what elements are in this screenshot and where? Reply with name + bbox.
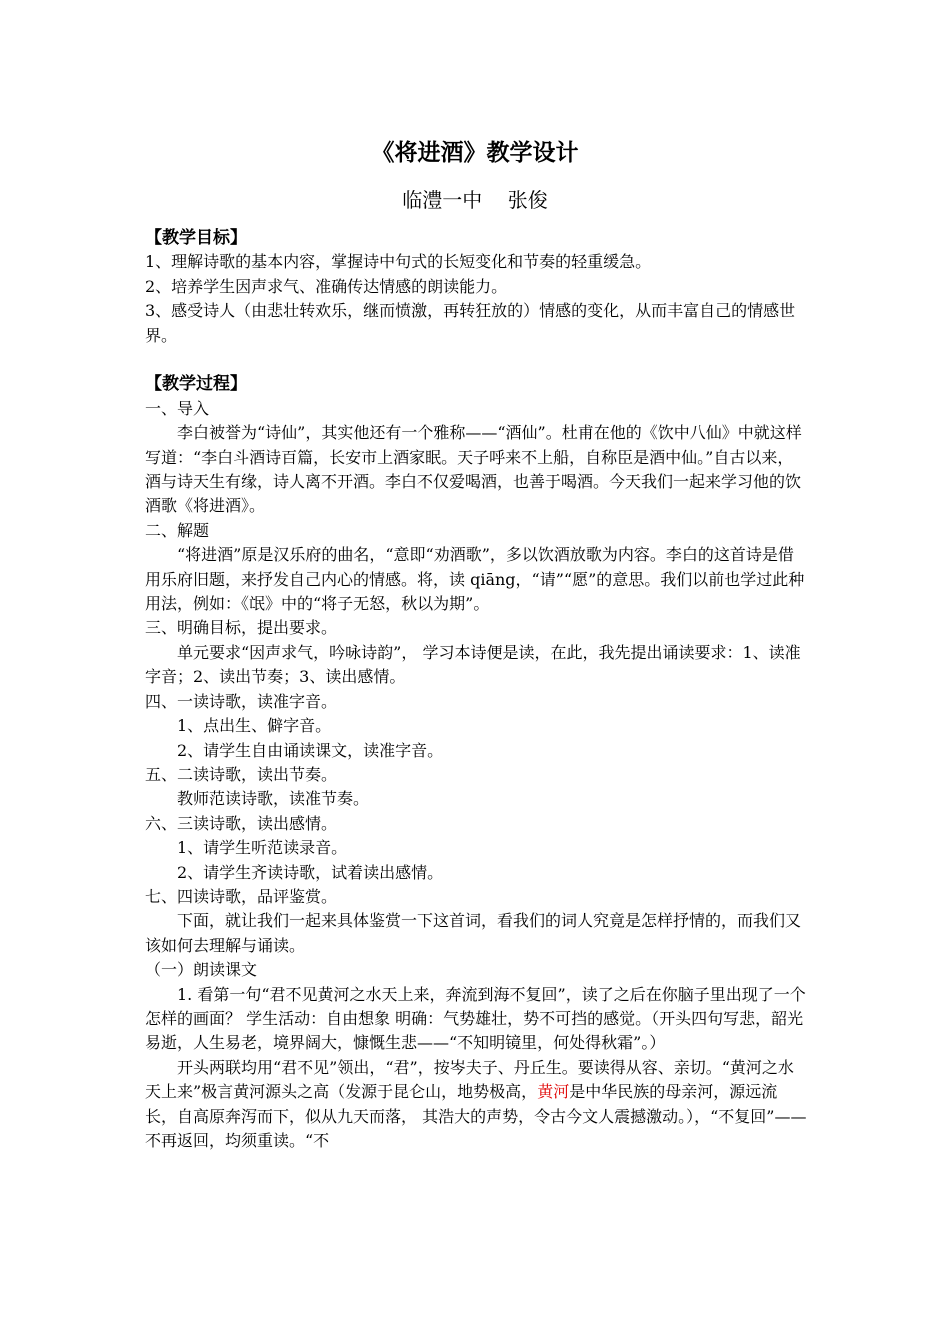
step-title-read1: 四、一读诗歌，读准字音。 <box>145 691 338 711</box>
analysis-paragraph <box>145 1056 807 1154</box>
list-item: 1、点出生、僻字音。 <box>177 716 332 736</box>
list-item: 1、请学生听范读录音。 <box>177 838 348 858</box>
highlighted-term: 黄河 <box>537 1082 570 1102</box>
step-text-read4: 下面，就让我们一起来具体鉴赏一下这首词，看我们的词人究竟是怎样抒情的，而我们又该如何去理解与诵读。 <box>145 911 802 955</box>
goal-item: 3、感受诗人（由悲壮转欢乐，继而愤激，再转狂放的）情感的变化，从而丰富自己的情感世界。 <box>145 301 796 345</box>
section-heading-goals: 【教学目标】 <box>145 228 247 248</box>
step-title-intro: 一、导入 <box>145 398 210 418</box>
analysis-text-b: 是中华民族的母亲河，源远流长，自高原奔泻而下，似从九天而落， 其浩大的声势，令古今文人震撼激动。），“不复回”——不再返回，均须重读。“不 <box>145 1082 807 1151</box>
document-body <box>145 226 807 1153</box>
subsection-text: 1. 看第一句“君不见黄河之水天上来，奔流到海不复回”，读了之后在你脑子里出现了一个怎样的画面？ 学生活动：自由想象 明确：气势雄壮，势不可挡的感觉。（开头四句写悲，韶光易逝，人生易老，境界阔大，慷慨生悲——“不知明镜里，何处得秋霜”。） <box>145 984 806 1053</box>
step-text-goals: 单元要求“因声求气，吟咏诗韵”， 学习本诗便是读，在此，我先提出诵读要求：1、读准字音；2、读出节奏；3、读出感情。 <box>145 642 801 687</box>
spacer <box>145 348 807 372</box>
step-text-read2: 教师范读诗歌，读准节奏。 <box>177 789 370 809</box>
subsection-title: （一）朗读课文 <box>145 960 258 980</box>
section-heading-process: 【教学过程】 <box>145 374 247 395</box>
author-line: 临澧一中 张俊 <box>402 188 548 212</box>
step-text-explain: “将进酒”原是汉乐府的曲名，“意即“劝酒歌”，多以饮酒放歌为内容。李白的这首诗是借用乐府旧题，来抒发自己内心的情感。将，读 qiāng，“请”“愿”的意思。我们以前也学过此种用法，例如：《氓》中的“将子无怒，秋以为期”。 <box>145 545 805 614</box>
step-title-read3: 六、三读诗歌，读出感情。 <box>145 813 338 833</box>
step-title-read2: 五、二读诗歌，读出节奏。 <box>145 764 338 784</box>
page-title: 《将进酒》教学设计 <box>371 140 579 166</box>
list-item: 2、请学生齐读诗歌，试着读出感情。 <box>177 862 444 882</box>
step-title-read4: 七、四读诗歌，品评鉴赏。 <box>145 886 338 906</box>
step-title-goals: 三、明确目标，提出要求。 <box>145 618 338 638</box>
step-text-intro: 李白被誉为“诗仙”，其实他还有一个雅称——“酒仙”。杜甫在他的《饮中八仙》中就这样写道：“李白斗酒诗百篇，长安市上酒家眠。天子呼来不上船，自称臣是酒中仙。”自古以来，酒与诗天生有缘，诗人离不开酒。李白不仅爱喝酒，也善于喝酒。今天我们一起来学习他的饮酒歌《将进酒》。 <box>145 423 802 516</box>
step-title-explain: 二、解题 <box>145 520 210 540</box>
list-item: 2、请学生自由诵读课文，读准字音。 <box>177 740 444 760</box>
analysis-text-a: 开头两联均用“君不见”领出，“君”，按岑夫子、丹丘生。要读得从容、亲切。“黄河之水天上来”极言黄河源头之高（发源于昆仑山，地势极高， <box>145 1057 794 1102</box>
goal-item: 1、理解诗歌的基本内容，掌握诗中句式的长短变化和节奏的轻重缓急。 <box>145 252 652 272</box>
goal-item: 2、培养学生因声求气、准确传达情感的朗读能力。 <box>145 276 508 296</box>
